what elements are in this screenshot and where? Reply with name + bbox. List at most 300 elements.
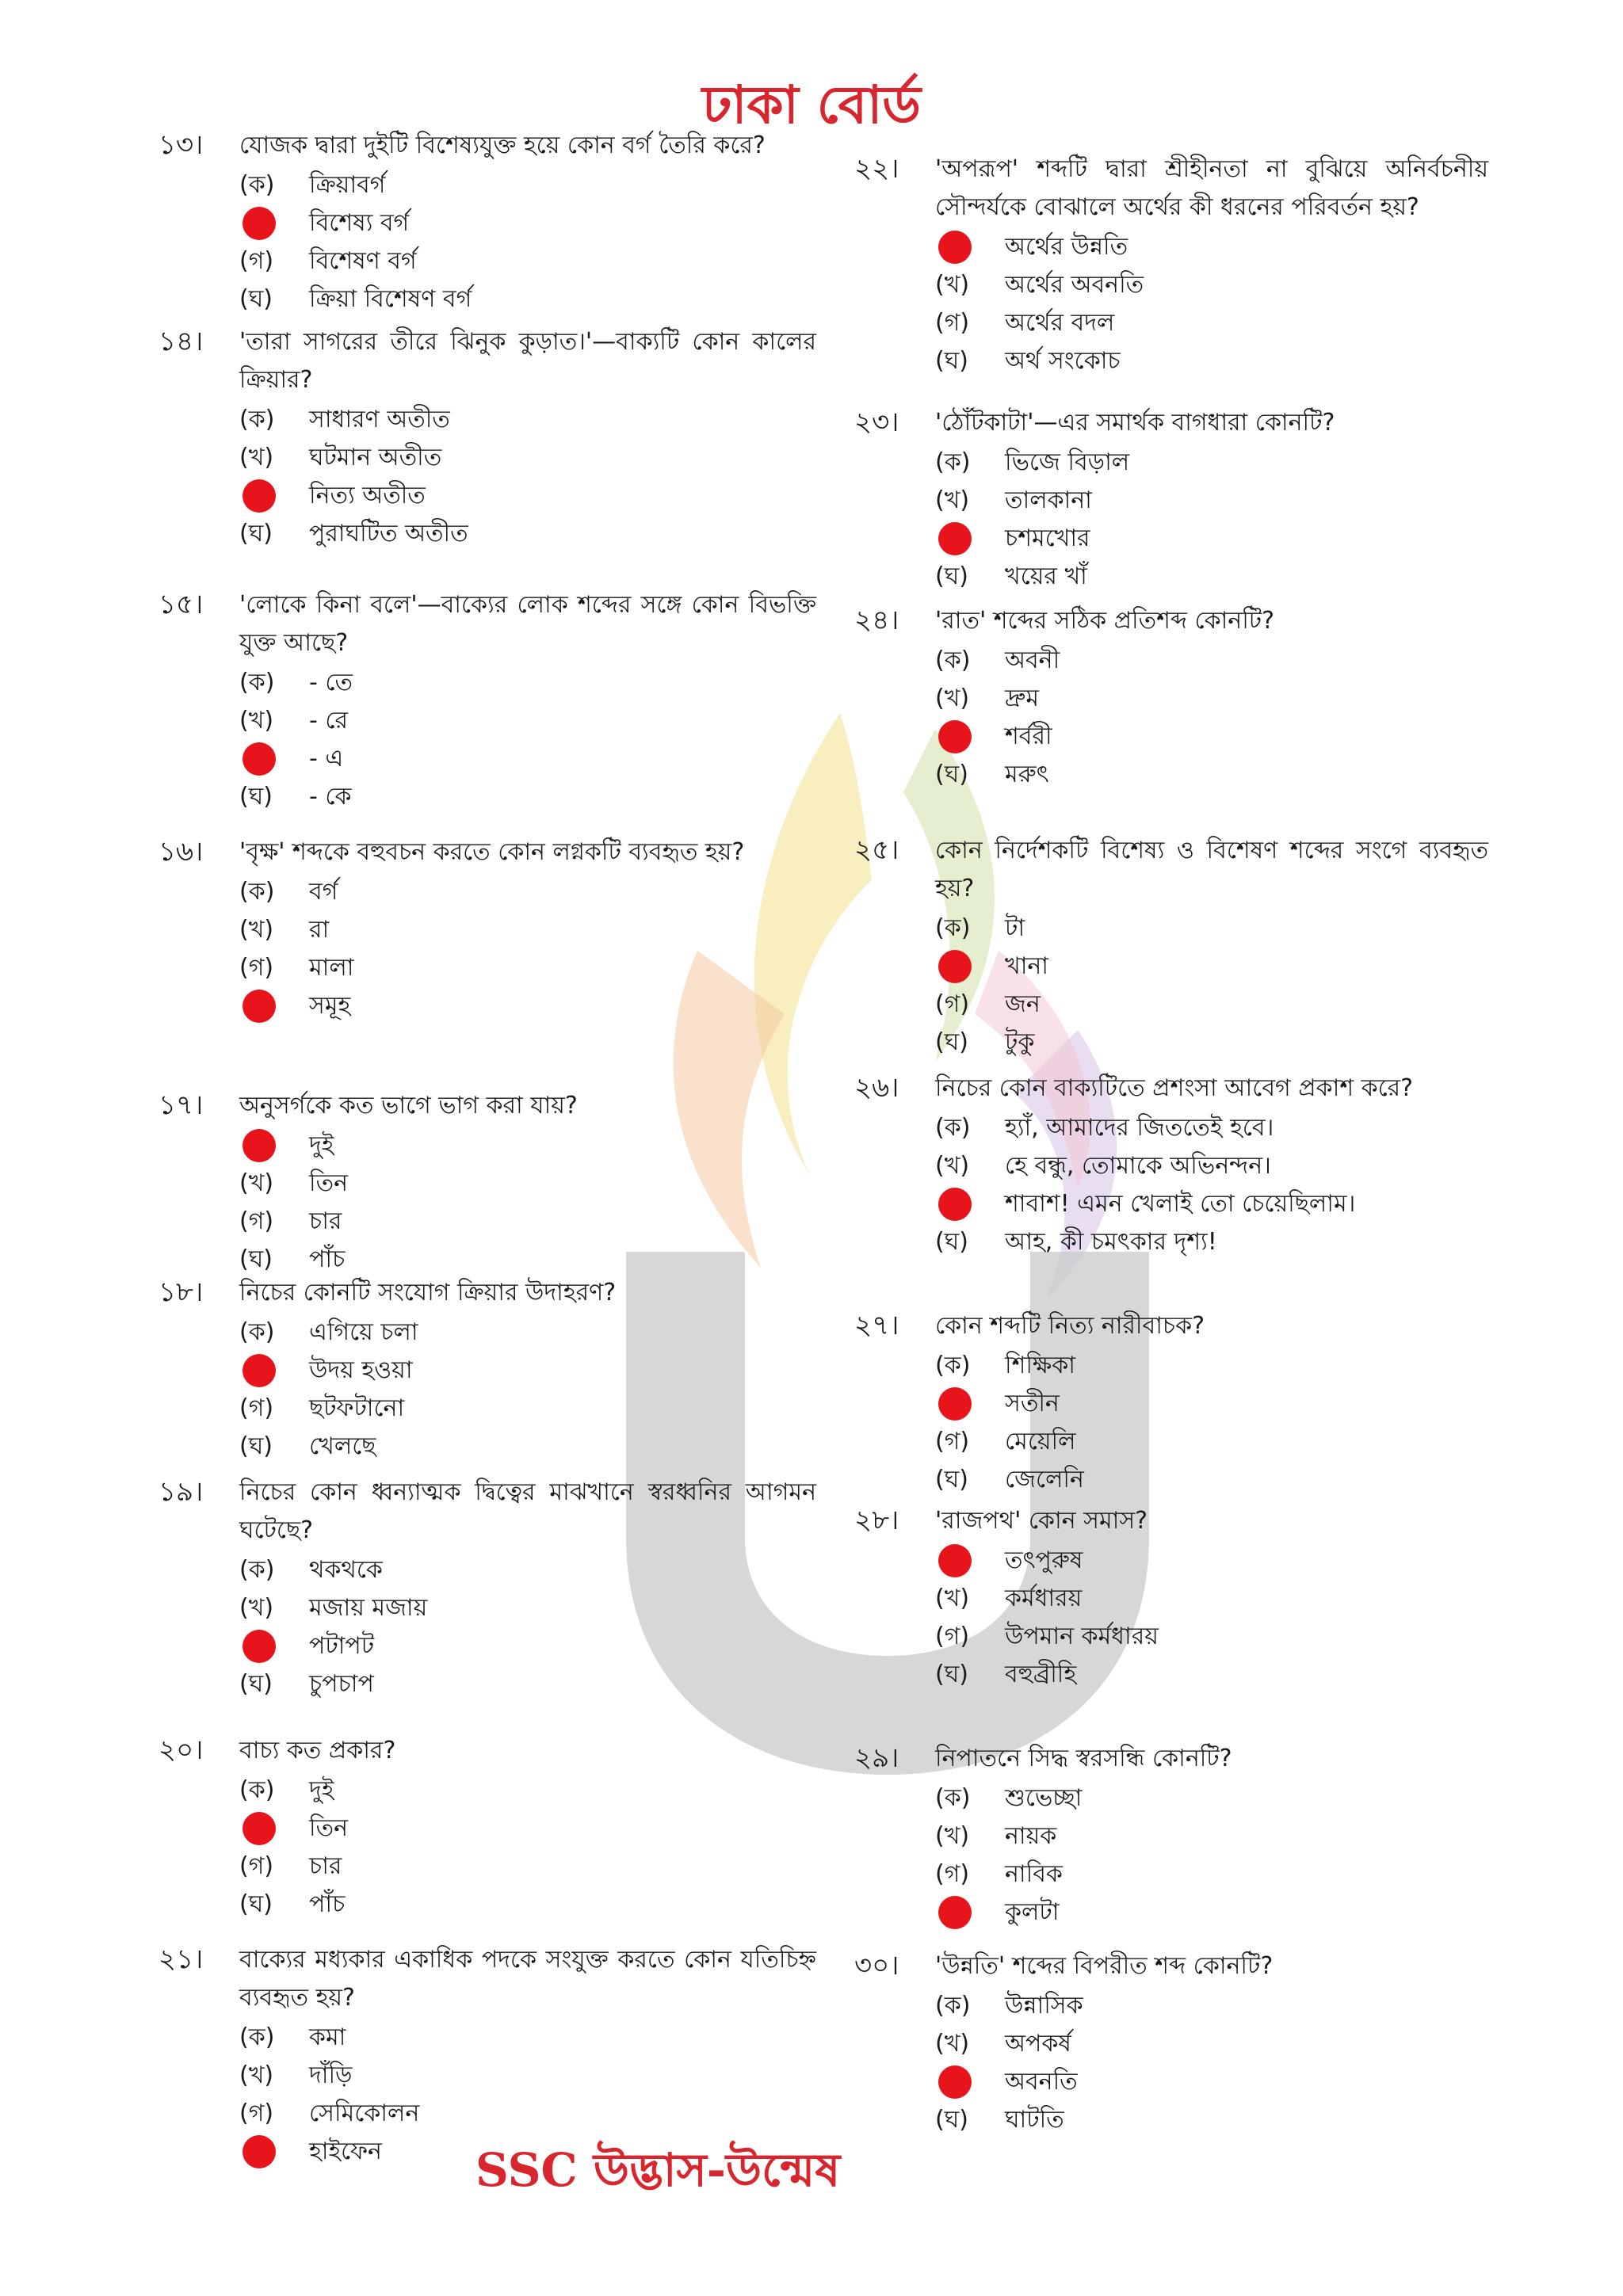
option-label: (খ) <box>239 1593 274 1622</box>
option-item <box>239 1352 816 1390</box>
question-number: ১৩। <box>158 129 204 161</box>
option-label: (ঘ) <box>935 1028 968 1056</box>
option-text: - তে <box>309 668 353 696</box>
correct-answer-dot-icon <box>935 522 1005 555</box>
question-text: বাচ্য কত প্রকার? <box>239 1737 396 1764</box>
option-item <box>239 515 816 553</box>
option-text: ছটফটানো <box>309 1394 405 1422</box>
option-label: (গ) <box>935 990 970 1018</box>
question-block <box>158 1274 816 1466</box>
option-label: (ঘ) <box>935 1660 968 1688</box>
option-text: হাইফেন <box>309 2137 382 2165</box>
option-label: (ঘ) <box>239 782 273 810</box>
option-text: রা <box>309 915 330 944</box>
option-item <box>239 2057 816 2095</box>
option-list <box>935 1109 1488 1261</box>
question-text: নিচের কোন বাক্যটিতে প্রশংসা আবেগ প্রকাশ করে? <box>935 1074 1414 1102</box>
question-block <box>158 586 816 816</box>
option-item <box>239 873 816 911</box>
option-item <box>935 910 1488 948</box>
option-text: দুই <box>309 1775 334 1804</box>
question-block <box>854 1307 1488 1499</box>
option-item <box>239 1886 816 1924</box>
correct-answer-dot-icon <box>239 479 309 513</box>
option-text: জেলেনি <box>1005 1465 1084 1493</box>
correct-answer-dot-icon <box>935 1896 1005 1929</box>
option-text: অর্থের উন্নতি <box>1005 232 1128 261</box>
red-dot-icon <box>938 522 972 555</box>
question-number: ২৯। <box>854 1742 899 1774</box>
option-item <box>935 948 1488 986</box>
option-text: এগিয়ে চলা <box>309 1318 418 1346</box>
option-item <box>239 477 816 515</box>
option-label: (ঘ) <box>935 2105 968 2134</box>
option-text: সমূহ <box>309 991 351 1020</box>
option-text: শাবাশ! এমন খেলাই তো চেয়েছিলাম। <box>1005 1189 1356 1218</box>
option-item <box>935 1779 1488 1817</box>
option-item <box>239 1810 816 1848</box>
option-text: টুকু <box>1005 1028 1035 1056</box>
option-item <box>935 756 1488 794</box>
option-item <box>239 987 816 1025</box>
question-text: যোজক দ্বারা দুইটি বিশেষ্যযুক্ত হয়ে কোন বর্গ তৈরি করে? <box>239 132 766 159</box>
question-block <box>158 1732 816 1924</box>
option-text: বহুব্রীহি <box>1005 1660 1077 1688</box>
option-text: খানা <box>1005 952 1049 980</box>
option-text: তিন <box>309 1169 348 1197</box>
question-number: ২১। <box>158 1943 204 1975</box>
option-list <box>935 1542 1488 1694</box>
red-dot-icon <box>938 1188 972 1221</box>
question-number: ২৫। <box>854 834 899 866</box>
option-label: (ঘ) <box>935 346 968 375</box>
question-number: ১৬। <box>158 836 204 868</box>
red-dot-icon <box>242 479 276 513</box>
option-item <box>239 949 816 987</box>
option-text: অর্থ সংকোচ <box>1005 346 1121 375</box>
option-label: (ঘ) <box>239 284 273 313</box>
option-label: (ক) <box>239 1775 275 1804</box>
option-label: (ঘ) <box>239 1432 273 1460</box>
question-block <box>854 404 1488 596</box>
option-list <box>935 228 1488 380</box>
option-label: (ক) <box>935 913 971 942</box>
option-text: কমা <box>309 2023 346 2051</box>
option-item <box>935 2101 1488 2139</box>
question-block <box>854 832 1488 1062</box>
option-list <box>935 1987 1488 2139</box>
question-number: ১৫। <box>158 589 204 620</box>
option-item <box>239 1165 816 1203</box>
correct-answer-dot-icon <box>239 1354 309 1387</box>
question-number: ১৪। <box>158 326 204 357</box>
option-label: (ক) <box>239 1318 275 1346</box>
option-list <box>239 1772 816 1924</box>
option-label: (গ) <box>935 1622 970 1650</box>
option-text: ঘটমান অতীত <box>309 443 442 471</box>
option-item <box>935 1185 1488 1223</box>
red-dot-icon <box>242 1630 276 1663</box>
option-text: বিশেষ্য বর্গ <box>309 208 410 237</box>
option-label: (খ) <box>239 915 274 944</box>
option-text: নিত্য অতীত <box>309 481 426 509</box>
option-text: খয়ের খাঁ <box>1005 562 1087 590</box>
option-label: (খ) <box>239 443 274 471</box>
option-text: মজায় মজায় <box>309 1593 428 1622</box>
option-label: (ঘ) <box>935 562 968 590</box>
option-item <box>935 1987 1488 2025</box>
option-text: চুপচাপ <box>309 1669 374 1698</box>
option-text: হে বন্ধু, তোমাকে অভিনন্দন। <box>1005 1151 1271 1180</box>
option-label: (গ) <box>239 1394 274 1422</box>
question-text: বাক্যের মধ্যকার একাধিক পদকে সংযুক্ত করতে কোন যতিচিহ্ন ব্যবহৃত হয়? <box>239 1946 816 2012</box>
question-block <box>158 127 816 318</box>
red-dot-icon <box>938 950 972 983</box>
option-list <box>239 873 816 1025</box>
question-text: নিচের কোন ধ্বন্যাত্মক দ্বিত্বের মাঝখানে স্বরধ্বনির আগমন ঘটেছে? <box>239 1478 816 1544</box>
option-text: তিন <box>309 1814 348 1842</box>
option-label: (ঘ) <box>239 1890 273 1918</box>
option-item <box>935 1223 1488 1261</box>
option-item <box>935 986 1488 1024</box>
question-number: ২৬। <box>854 1072 899 1104</box>
option-item <box>239 911 816 949</box>
option-item <box>239 439 816 477</box>
option-item <box>239 1772 816 1810</box>
question-text: 'উন্নতি' শব্দের বিপরীত শব্দ কোনটি? <box>935 1952 1274 1980</box>
correct-answer-dot-icon <box>935 950 1005 983</box>
option-text: নায়ক <box>1005 1821 1057 1850</box>
option-text: জন <box>1005 990 1041 1018</box>
option-item <box>239 2095 816 2133</box>
option-text: মালা <box>309 953 354 982</box>
option-text: দ্রুম <box>1005 684 1040 712</box>
question-number: ১৯। <box>158 1476 204 1508</box>
question-block <box>158 323 816 553</box>
option-label: (গ) <box>935 1859 970 1888</box>
option-item <box>239 1203 816 1241</box>
question-block <box>854 1947 1488 2139</box>
option-text: অবনী <box>1005 646 1060 674</box>
correct-answer-dot-icon <box>239 1129 309 1162</box>
question-number: ৩০। <box>854 1950 899 1981</box>
correct-answer-dot-icon <box>935 1387 1005 1421</box>
option-label: (খ) <box>935 2029 970 2058</box>
option-list <box>239 1314 816 1466</box>
option-item <box>935 1147 1488 1185</box>
option-item <box>239 2019 816 2057</box>
option-text: ক্রিয়াবর্গ <box>309 170 386 199</box>
correct-answer-dot-icon <box>239 1812 309 1845</box>
correct-answer-dot-icon <box>239 742 309 776</box>
red-dot-icon <box>938 2065 972 2099</box>
question-number: ২০। <box>158 1734 204 1766</box>
option-item <box>935 1656 1488 1694</box>
option-list <box>935 444 1488 596</box>
option-text: শর্বরী <box>1005 722 1052 750</box>
option-label: (ক) <box>935 448 971 476</box>
option-item <box>935 1580 1488 1618</box>
option-label: (খ) <box>239 706 274 734</box>
option-item <box>935 2063 1488 2101</box>
option-label: (ঘ) <box>239 519 273 547</box>
correct-answer-dot-icon <box>935 1544 1005 1577</box>
option-text: থকথকে <box>309 1555 383 1584</box>
option-item <box>239 740 816 778</box>
question-text: অনুসর্গকে কত ভাগে ভাগ করা যায়? <box>239 1092 578 1119</box>
question-text: 'লোকে কিনা বলে'—বাক্যের লোক শব্দের সঙ্গে কোন বিভক্তি যুক্ত আছে? <box>239 591 816 657</box>
option-label: (ঘ) <box>935 1227 968 1256</box>
option-text: - কে <box>309 782 352 810</box>
question-text: নিপাতনে সিদ্ধ স্বরসন্ধি কোনটি? <box>935 1745 1232 1772</box>
option-item <box>935 482 1488 520</box>
option-item <box>239 166 816 204</box>
option-label: (খ) <box>239 1169 274 1197</box>
option-item <box>239 1241 816 1279</box>
footer-brand: SSC উদ্ভাস-উন্মেষ <box>475 2143 841 2197</box>
option-label: (খ) <box>935 270 970 299</box>
option-text: পাঁচ <box>309 1890 346 1918</box>
option-item <box>239 1848 816 1886</box>
option-label: (গ) <box>239 1207 274 1235</box>
question-text: কোন নির্দেশকটি বিশেষ্য ও বিশেষণ শব্দের সংগে ব্যবহৃত হয়? <box>935 837 1488 902</box>
red-dot-icon <box>242 990 276 1023</box>
option-text: টা <box>1005 913 1025 942</box>
option-text: ঘাটতি <box>1005 2105 1064 2134</box>
red-dot-icon <box>242 1129 276 1162</box>
option-text: উদয় হওয়া <box>309 1356 413 1384</box>
option-text: তৎপুরুষ <box>1005 1546 1083 1574</box>
option-item <box>935 1461 1488 1499</box>
question-text: 'রাজপথ' কোন সমাস? <box>935 1507 1148 1535</box>
option-item <box>935 1385 1488 1423</box>
question-block <box>854 1070 1488 1261</box>
option-text: তালকানা <box>1005 486 1092 514</box>
question-block <box>854 151 1488 380</box>
option-label: (ক) <box>239 405 275 433</box>
option-text: শিক্ষিকা <box>1005 1351 1075 1379</box>
option-list <box>239 664 816 816</box>
option-item <box>239 1627 816 1665</box>
red-dot-icon <box>242 1812 276 1845</box>
question-number: ২৩। <box>854 406 899 438</box>
option-text: হ্যাঁ, আমাদের জিততেই হবে। <box>1005 1113 1274 1142</box>
option-item <box>935 558 1488 596</box>
option-item <box>935 1817 1488 1855</box>
question-block <box>158 1087 816 1279</box>
option-label: (খ) <box>935 1584 970 1612</box>
option-label: (ক) <box>239 877 275 906</box>
question-number: ১৮। <box>158 1276 204 1308</box>
question-text: 'ঠোঁটকাটা'—এর সমার্থক বাগধারা কোনটি? <box>935 409 1335 437</box>
option-item <box>935 1618 1488 1656</box>
red-dot-icon <box>242 207 276 240</box>
option-item <box>239 1428 816 1466</box>
correct-answer-dot-icon <box>239 1630 309 1663</box>
question-text: 'তারা সাগরের তীরে ঝিনুক কুড়াত।'—বাক্যটি কোন কালের ক্রিয়ার? <box>239 328 816 394</box>
red-dot-icon <box>938 720 972 753</box>
question-text: নিচের কোনটি সংযোগ ক্রিয়ার উদাহরণ? <box>239 1279 617 1306</box>
option-text: উপমান কর্মধারয় <box>1005 1622 1159 1650</box>
question-text: 'বৃক্ষ' শব্দকে বহুবচন করতে কোন লগ্নকটি ব্যবহৃত হয়? <box>239 838 745 866</box>
option-text: উন্নাসিক <box>1005 1991 1083 2019</box>
option-item <box>935 1855 1488 1894</box>
option-item <box>239 664 816 702</box>
option-item <box>239 778 816 816</box>
option-label: (ক) <box>239 170 275 199</box>
option-list <box>239 401 816 553</box>
option-text: চার <box>309 1852 342 1880</box>
option-list <box>239 166 816 318</box>
option-item <box>239 1665 816 1703</box>
option-label: (গ) <box>239 246 274 275</box>
option-item <box>239 702 816 740</box>
option-item <box>935 266 1488 304</box>
option-label: (ক) <box>239 668 275 696</box>
option-item <box>239 1314 816 1352</box>
question-number: ২৮। <box>854 1505 899 1536</box>
correct-answer-dot-icon <box>239 2135 309 2168</box>
option-item <box>935 1894 1488 1932</box>
option-text: সাধারণ অতীত <box>309 405 450 433</box>
option-text: কর্মধারয় <box>1005 1584 1083 1612</box>
option-list <box>239 1551 816 1703</box>
option-label: (ক) <box>239 2023 275 2051</box>
option-text: সতীন <box>1005 1389 1060 1417</box>
option-item <box>239 1589 816 1627</box>
option-label: (ক) <box>239 1555 275 1584</box>
option-item <box>935 2025 1488 2063</box>
red-dot-icon <box>938 1544 972 1577</box>
option-item <box>239 280 816 318</box>
option-item <box>935 1347 1488 1385</box>
option-label: (খ) <box>239 2061 274 2089</box>
correct-answer-dot-icon <box>935 231 1005 264</box>
option-list <box>935 910 1488 1062</box>
option-list <box>239 1127 816 1279</box>
option-item <box>935 1423 1488 1461</box>
option-text: - রে <box>309 706 349 734</box>
option-text: শুভেচ্ছা <box>1005 1783 1083 1812</box>
option-label: (ক) <box>935 646 971 674</box>
option-label: (গ) <box>239 2099 274 2127</box>
red-dot-icon <box>938 231 972 264</box>
red-dot-icon <box>242 2135 276 2168</box>
option-list <box>935 642 1488 794</box>
option-text: ক্রিয়া বিশেষণ বর্গ <box>309 284 472 313</box>
option-text: চার <box>309 1207 342 1235</box>
option-text: অবনতি <box>1005 2067 1078 2096</box>
correct-answer-dot-icon <box>239 990 309 1023</box>
option-text: পাঁচ <box>309 1245 346 1273</box>
option-text: মেয়েলি <box>1005 1427 1076 1455</box>
option-text: বিশেষণ বর্গ <box>309 246 417 275</box>
option-label: (গ) <box>239 953 274 982</box>
option-label: (গ) <box>935 308 970 337</box>
option-item <box>239 204 816 242</box>
option-text: কুলটা <box>1005 1897 1060 1926</box>
option-text: পুরাঘটিত অতীত <box>309 519 468 547</box>
option-item <box>239 1551 816 1589</box>
correct-answer-dot-icon <box>935 1188 1005 1221</box>
option-list <box>935 1347 1488 1499</box>
option-item <box>239 401 816 439</box>
option-text: সেমিকোলন <box>309 2099 420 2127</box>
option-label: (ক) <box>935 1113 971 1142</box>
option-label: (গ) <box>239 1852 274 1880</box>
option-text: অর্থের বদল <box>1005 308 1115 337</box>
option-item <box>239 1390 816 1428</box>
question-number: ১৭। <box>158 1089 204 1121</box>
option-item <box>935 444 1488 482</box>
option-text: চশমখোর <box>1005 524 1090 552</box>
option-text: নাবিক <box>1005 1859 1063 1888</box>
red-dot-icon <box>938 1896 972 1929</box>
question-number: ২২। <box>854 153 899 185</box>
option-item <box>935 228 1488 266</box>
option-label: (ঘ) <box>239 1669 273 1698</box>
option-text: দুই <box>309 1131 334 1159</box>
question-text: 'রাত' শব্দের সঠিক প্রতিশব্দ কোনটি? <box>935 607 1275 635</box>
option-label: (ঘ) <box>935 760 968 788</box>
option-item <box>935 1024 1488 1062</box>
correct-answer-dot-icon <box>239 207 309 240</box>
option-text: - এ <box>309 744 344 772</box>
question-number: ২৪। <box>854 605 899 636</box>
option-label: (খ) <box>935 684 970 712</box>
red-dot-icon <box>938 1387 972 1421</box>
option-text: আহ, কী চমৎকার দৃশ্য! <box>1005 1227 1217 1256</box>
option-item <box>239 1127 816 1165</box>
option-label: (খ) <box>935 486 970 514</box>
option-label: (খ) <box>935 1821 970 1850</box>
option-text: অপকর্ষ <box>1005 2029 1071 2058</box>
question-text: কোন শব্দটি নিত্য নারীবাচক? <box>935 1312 1205 1340</box>
option-label: (ঘ) <box>239 1245 273 1273</box>
option-item <box>935 342 1488 380</box>
question-block <box>854 1502 1488 1694</box>
option-item <box>935 520 1488 558</box>
option-label: (ক) <box>935 1991 971 2019</box>
option-item <box>935 1542 1488 1580</box>
option-item <box>239 242 816 280</box>
question-block <box>158 833 816 1025</box>
correct-answer-dot-icon <box>935 2065 1005 2099</box>
option-label: (ঘ) <box>935 1465 968 1493</box>
option-item <box>935 680 1488 718</box>
question-text: 'অপরূপ' শব্দটি দ্বারা শ্রীহীনতা না বুঝিয়ে অনির্বচনীয় সৌন্দর্যকে বোঝালে অর্থের কী ধরনের পরিবর্তন হয়? <box>935 155 1488 221</box>
option-item <box>935 642 1488 680</box>
option-label: (খ) <box>935 1151 970 1180</box>
option-label: (গ) <box>935 1427 970 1455</box>
question-block <box>854 1740 1488 1932</box>
option-list <box>935 1779 1488 1932</box>
option-text: অর্থের অবনতি <box>1005 270 1144 299</box>
option-text: বর্গ <box>309 877 338 906</box>
option-item <box>935 1109 1488 1147</box>
question-block <box>158 1474 816 1703</box>
correct-answer-dot-icon <box>935 720 1005 753</box>
option-label: (ক) <box>935 1351 971 1379</box>
page-title: ঢাকা বোর্ড <box>702 74 921 135</box>
option-text: মরুৎ <box>1005 760 1049 788</box>
option-text: খেলছে <box>309 1432 376 1460</box>
option-text: ভিজে বিড়াল <box>1005 448 1130 476</box>
option-item <box>935 718 1488 756</box>
question-block <box>854 602 1488 794</box>
option-label: (ক) <box>935 1783 971 1812</box>
option-text: দাঁড়ি <box>309 2061 353 2089</box>
